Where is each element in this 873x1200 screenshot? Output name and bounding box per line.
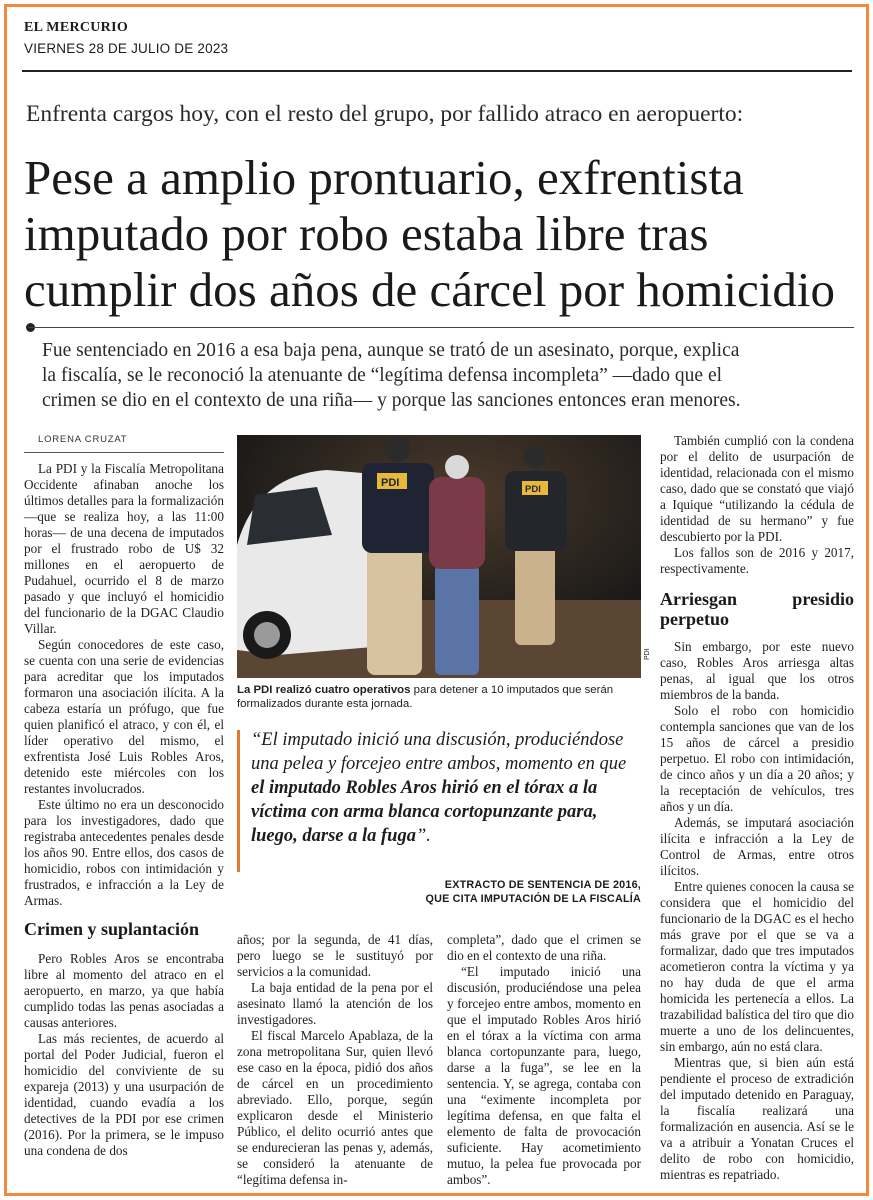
pull-quote xyxy=(251,728,641,848)
headline xyxy=(24,150,856,318)
byline-rule xyxy=(24,452,224,453)
column-3 xyxy=(447,932,641,1188)
paragraph: La baja entidad de la pena por el asesinato llamó la atención de los investigadores. xyxy=(237,980,433,1027)
deck-line: Fue sentenciado en 2016 a esa baja pena, aunque se trató de un asesinato, porque, explica xyxy=(42,340,740,361)
paragraph: completa”, dado que el crimen se dio en el contexto de una riña. xyxy=(447,932,641,963)
paragraph: años; por la segunda, de 41 días, pero luego se le sustituyó por servicios a la comunidad. xyxy=(237,932,433,979)
deck-rule xyxy=(28,327,854,328)
headline-line: imputado por robo estaba libre tras xyxy=(24,206,709,261)
paragraph: Solo el robo con homicidio contempla sanciones que van de los 15 años de cárcel a presidio perpetuo. El robo con intimidación, de cinco años y un día a 20 años; y la receptación de vehículos, tres años y un día. xyxy=(660,703,854,814)
vest-label: PDI xyxy=(525,484,541,495)
deck-line: la fiscalía, se le reconoció la atenuante de “legítima defensa incompleta” —dado que el xyxy=(42,365,723,386)
quote-bold-text: el imputado Robles Aros hirió en el tórax a la víctima con arma blanca cortopunzante para, luego, darse a la fuga xyxy=(251,778,598,846)
headline-line: Pese a amplio prontuario, exfrentista xyxy=(24,150,744,205)
paragraph: Sin embargo, por este nuevo caso, Robles Aros arriesga altas penas, al igual que los otros miembros de la banda. xyxy=(660,639,854,702)
paragraph: Este último no era un desconocido para los investigadores, dado que registraba antecedentes penales desde los años 90. Entre ellos, dos casos de homicidio, robos con intimidación y frustrados, e infracción a la Ley de Armas. xyxy=(24,797,224,908)
quote-end: ”. xyxy=(415,826,431,846)
masthead: EL MERCURIO xyxy=(24,20,129,35)
headline-line: cumplir dos años de cárcel por homicidio xyxy=(24,262,835,317)
paragraph: Los fallos son de 2016 y 2017, respectivamente. xyxy=(660,545,854,576)
subhead-arriesgan: Arriesgan presidio perpetuo xyxy=(660,589,854,629)
quote-source-line: EXTRACTO DE SENTENCIA DE 2016, xyxy=(444,879,641,891)
deck xyxy=(42,338,852,413)
kicker: Enfrenta cargos hoy, con el resto del grupo, por fallido atraco en aeropuerto: xyxy=(26,101,744,127)
column-1 xyxy=(24,461,224,1159)
vest-label: PDI xyxy=(381,477,400,489)
column-4 xyxy=(660,433,854,1183)
paragraph: También cumplió con la condena por el delito de usurpación de identidad, relacionada con el mismo caso, dado que se constató que viajó a Iquique “utilizando la cédula de identidad de su hermano” y fue descubierto por la PDI. xyxy=(660,433,854,544)
paragraph: Entre quienes conocen la causa se considera que el homicidio del funcionario de la DGAC es el hecho más grave por el que se va a formalizar, dado que tres imputados acometieron contra la víctima y ya no hay duda de que el arma homicida les pertenecía a ellos. La trazabilidad balística del tiro que dio muerte a uno de los delincuentes, sin embargo, aún no está clara. xyxy=(660,879,854,1054)
quote-source xyxy=(240,878,641,906)
paragraph: Según conocedores de este caso, se cuenta con una serie de evidencias para acreditar que los imputados formaron una asociación ilícita. A la cabeza estaría un prófugo, que fue quien planificó el atraco, y con él, el líder operativo del mismo, el exfrentista José Luis Robles Aros, detenido este miércoles con los restantes involucrados. xyxy=(24,637,224,796)
subhead-crimen: Crimen y suplantación xyxy=(24,919,200,939)
paragraph: Además, se imputará asociación ilícita e infracción a la Ley de Control de Armas, entre otros ilícitos. xyxy=(660,815,854,878)
byline: LORENA CRUZAT xyxy=(38,434,128,445)
detainee xyxy=(429,455,485,675)
paragraph: El fiscal Marcelo Apablaza, de la zona metropolitana Sur, quien llevó ese caso en la época, pidió dos años de cárcel en un procedimiento abreviado. Ello, porque, según explicaron desde el Ministerio Público, el delito ocurrió antes que se endurecieran las penas y, además, se consideró la atenuante de “legítima defensa in- xyxy=(237,1028,433,1187)
top-rule xyxy=(22,70,852,72)
caption-text: para detener a 10 imputados que serán formalizados durante esta jornada. xyxy=(237,684,614,710)
paragraph: Las más recientes, de acuerdo al portal del Poder Judicial, fueron el homicidio del conviviente de su expareja (2013) y una usurpación de identidad, cuando evadía a los detectives de la PDI por ese crimen (2016). Por la primera, se le impuso una condena de dos xyxy=(24,1031,224,1158)
column-2 xyxy=(237,932,433,1188)
paragraph: “El imputado inició una discusión, produciéndose una pelea y forcejeo entre ambos, momento en que el imputado Robles Aros hirió en el tórax a la víctima con arma blanca cortopunzante para, luego, darse a la fuga”, se lee en la sentencia. Y, se agrega, contaba con una “eximente incompleta por legítima defensa, en que falta el elemento de falta de provocación suficiente. Hay acometimiento mutuo, la pelea fue provocada por ambos”. xyxy=(447,964,641,1187)
quote-source-line: QUE CITA IMPUTACIÓN DE LA FISCALÍA xyxy=(425,893,641,905)
arrest-photo-illustration xyxy=(237,435,641,678)
photo-caption xyxy=(237,683,641,711)
caption-bold: La PDI realizó cuatro operativos xyxy=(237,684,411,696)
deck-line: crimen se dio en el contexto de una riña— y porque las sanciones entonces eran menores. xyxy=(42,390,741,411)
quote-accent-bar xyxy=(237,730,240,872)
photo-credit: PDI xyxy=(644,648,651,660)
paragraph: Pero Robles Aros se encontraba libre al momento del atraco en el aeropuerto, en marzo, ya que había cumplido todas las penas asociadas a causas anteriores. xyxy=(24,951,224,1030)
quote-text: “El imputado inició una discusión, produciéndose una pelea y forcejeo entre ambos, momento en que xyxy=(251,730,627,774)
news-photo xyxy=(237,435,641,678)
paragraph: La PDI y la Fiscalía Metropolitana Occidente afinaban anoche los últimos detalles para la formalización —que se realiza hoy, a las 11:00 horas— de una decena de imputados por el frustrado robo de U$ 32 millones en el aeropuerto de Pudahuel, ocurrido el 8 de marzo pasado y que incluyó el homicidio del funcionario de la DGAC Claudio Villar. xyxy=(24,461,224,636)
dateline: VIERNES 28 DE JULIO DE 2023 xyxy=(24,41,229,56)
paragraph: Mientras que, si bien aún está pendiente el proceso de extradición del imputado detenido en Paraguay, la fiscalía realizará una formalización en ausencia. Así se le va a atribuir a Yonatan Cruces el delito de robo con homicidio, mientras es repatriado. xyxy=(660,1055,854,1182)
